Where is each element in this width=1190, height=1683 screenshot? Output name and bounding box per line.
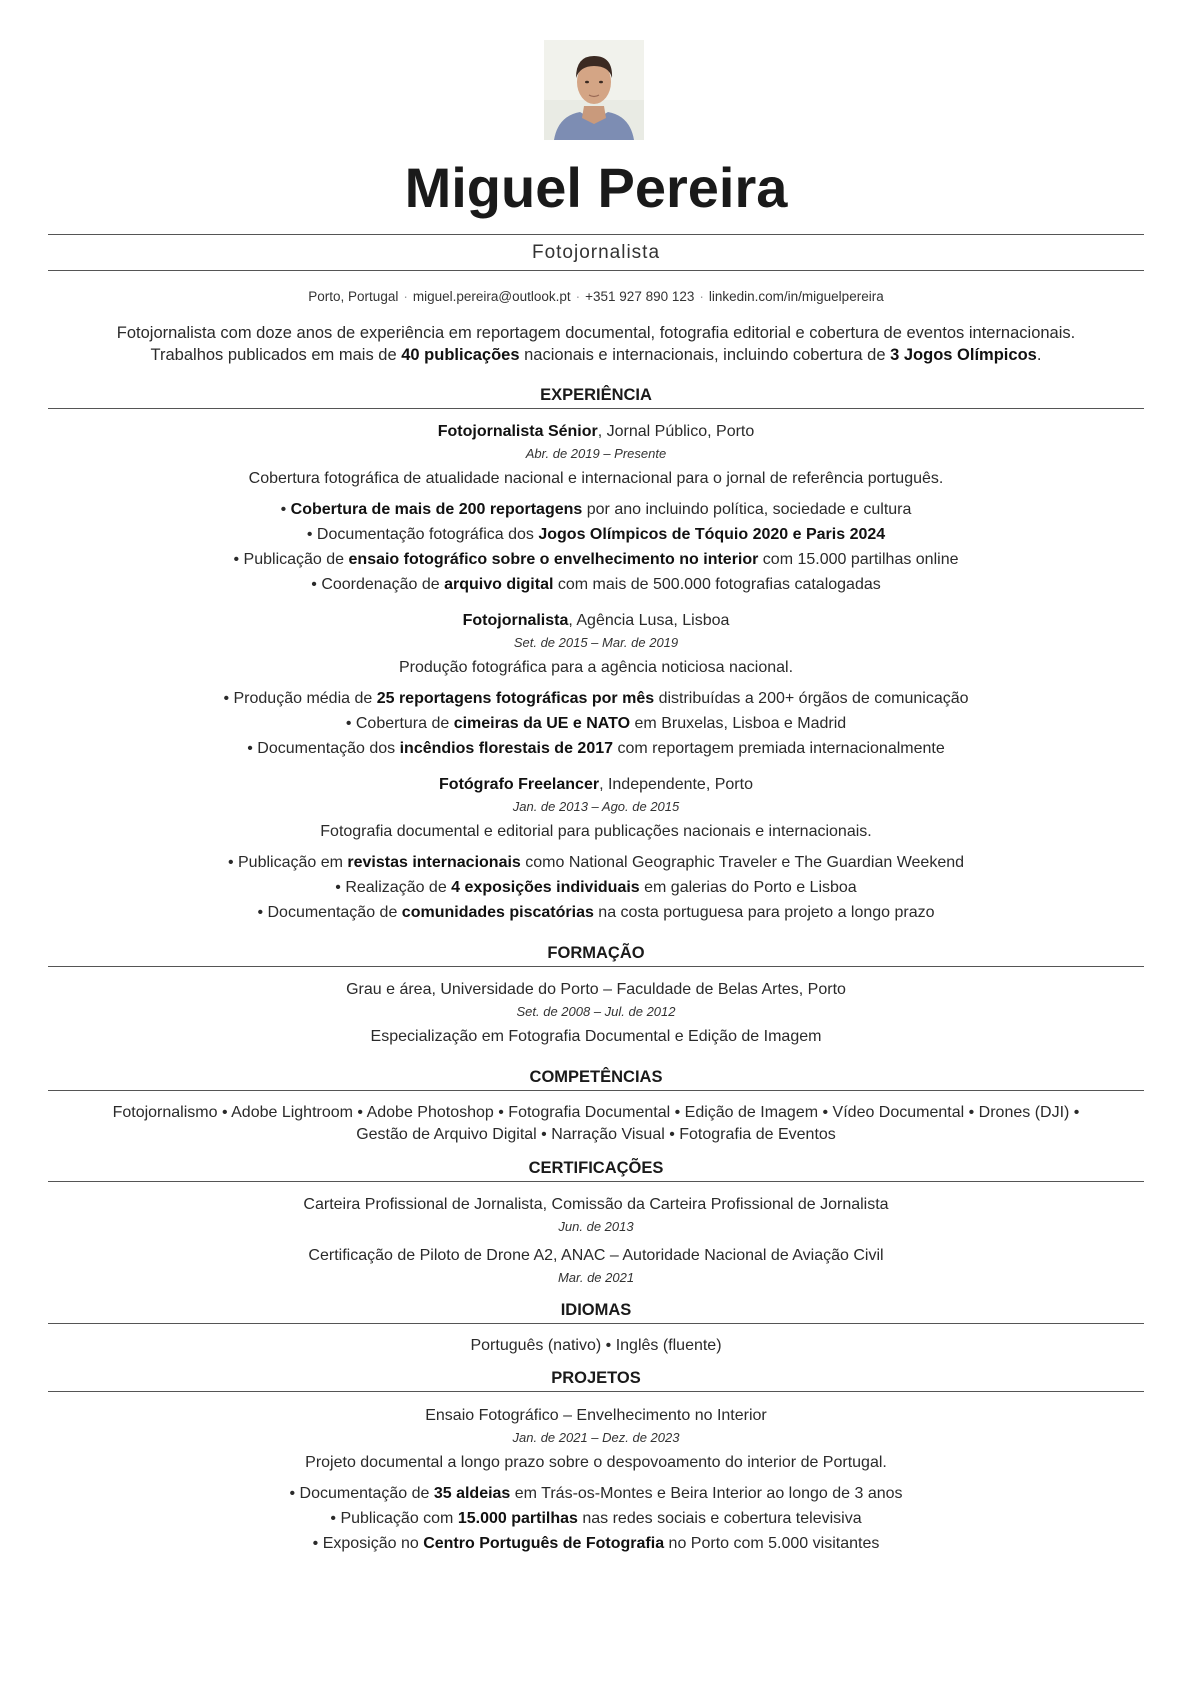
skills-line-1: Fotojornalismo • Adobe Lightroom • Adobe Photoshop • Fotografia Documental • Edição de Imagem • Vídeo Documental • Drones (DJI) • <box>112 1104 1080 1121</box>
bullet-item: • Produção média de 25 reportagens fotográficas por mês distribuídas a 200+ órgãos de comunicação <box>223 690 969 707</box>
candidate-name: Miguel Pereira <box>404 156 788 219</box>
certification-item <box>48 1243 1144 1290</box>
section-rule <box>48 1323 1144 1324</box>
experience-description: Fotografia documental e editorial para publicações nacionais e internacionais. <box>320 823 872 840</box>
experience-dates: Set. de 2015 – Mar. de 2019 <box>513 635 679 650</box>
bullet-item: • Publicação de ensaio fotográfico sobre o envelhecimento no interior com 15.000 partilhas online <box>233 551 959 568</box>
job-title: Fotojornalista <box>531 242 661 263</box>
title-rule-top <box>48 234 1144 235</box>
certification-item <box>48 1192 1144 1239</box>
experience-role-line: Fotógrafo Freelancer, Independente, Porto <box>439 776 753 793</box>
languages-list <box>48 1333 1144 1358</box>
section-heading-education: FORMAÇÃO <box>547 944 645 962</box>
bullet-item: • Publicação com 15.000 partilhas nas redes sociais e cobertura televisiva <box>330 1510 862 1527</box>
skills-list <box>48 1102 1144 1146</box>
bullet-item: • Documentação fotográfica dos Jogos Olímpicos de Tóquio 2020 e Paris 2024 <box>306 526 886 543</box>
bullet-item: • Realização de 4 exposições individuais em galerias do Porto e Lisboa <box>335 879 857 896</box>
section-heading-experience: EXPERIÊNCIA <box>540 386 652 404</box>
experience-description: Produção fotográfica para a agência noticiosa nacional. <box>398 659 794 676</box>
bullet-item: • Documentação de comunidades piscatórias na costa portuguesa para projeto a longo prazo <box>257 904 935 921</box>
experience-description: Cobertura fotográfica de atualidade nacional e internacional para o jornal de referência português. <box>248 470 944 487</box>
skills-line-2: Gestão de Arquivo Digital • Narração Visual • Fotografia de Eventos <box>356 1126 836 1143</box>
summary <box>48 322 1144 366</box>
portrait-image <box>544 40 644 140</box>
experience-item <box>48 419 1144 597</box>
experience-item <box>48 772 1144 925</box>
experience-role-line: Fotojornalista, Agência Lusa, Lisboa <box>462 612 730 629</box>
section-heading-skills: COMPETÊNCIAS <box>529 1068 663 1086</box>
contact-location: Porto, Portugal <box>308 289 399 304</box>
project-title: Ensaio Fotográfico – Envelhecimento no Interior <box>425 1407 767 1424</box>
experience-dates: Abr. de 2019 – Presente <box>525 446 667 461</box>
section-rule <box>48 1181 1144 1182</box>
bullet-item: • Publicação em revistas internacionais como National Geographic Traveler e The Guardian Weekend <box>227 854 965 871</box>
project-item <box>48 1403 1144 1556</box>
section-heading-languages: IDIOMAS <box>560 1301 632 1319</box>
bullet-item: • Cobertura de mais de 200 reportagens por ano incluindo política, sociedade e cultura <box>280 501 912 518</box>
certification-dates: Mar. de 2021 <box>557 1270 635 1285</box>
experience-item <box>48 608 1144 761</box>
contact-line: Porto, Portugal · miguel.pereira@outlook.pt · +351 927 890 123 · linkedin.com/in/miguelpereira <box>308 289 884 304</box>
section-heading-projects: PROJETOS <box>551 1369 641 1387</box>
education-description: Especialização em Fotografia Documental e Edição de Imagem <box>370 1028 822 1045</box>
summary-line-1: Fotojornalista com doze anos de experiência em reportagem documental, fotografia editorial e cobertura de eventos internacionais. <box>116 324 1076 342</box>
languages-line: Português (nativo) • Inglês (fluente) <box>470 1337 722 1354</box>
section-heading-certifications: CERTIFICAÇÕES <box>528 1159 664 1177</box>
project-description: Projeto documental a longo prazo sobre o despovoamento do interior de Portugal. <box>305 1454 887 1471</box>
profile-photo <box>544 40 644 140</box>
bullet-item: • Documentação de 35 aldeias em Trás-os-Montes e Beira Interior ao longo de 3 anos <box>289 1485 903 1502</box>
project-dates: Jan. de 2021 – Dez. de 2023 <box>512 1430 680 1445</box>
contact-phone[interactable]: +351 927 890 123 <box>585 289 695 304</box>
section-rule <box>48 966 1144 967</box>
section-rule <box>48 1391 1144 1392</box>
education-item <box>48 977 1144 1049</box>
section-rule <box>48 1090 1144 1091</box>
certification-line: Carteira Profissional de Jornalista, Comissão da Carteira Profissional de Jornalista <box>303 1196 889 1213</box>
certification-line: Certificação de Piloto de Drone A2, ANAC – Autoridade Nacional de Aviação Civil <box>308 1247 884 1264</box>
title-rule-bottom <box>48 270 1144 271</box>
bullet-item: • Cobertura de cimeiras da UE e NATO em Bruxelas, Lisboa e Madrid <box>345 715 847 732</box>
bullet-item: • Coordenação de arquivo digital com mais de 500.000 fotografias catalogadas <box>311 576 881 593</box>
education-dates: Set. de 2008 – Jul. de 2012 <box>516 1004 676 1019</box>
experience-role-line: Fotojornalista Sénior, Jornal Público, Porto <box>437 423 755 440</box>
certification-dates: Jun. de 2013 <box>558 1219 634 1234</box>
education-line: Grau e área, Universidade do Porto – Faculdade de Belas Artes, Porto <box>346 981 846 998</box>
bullet-item: • Exposição no Centro Português de Fotografia no Porto com 5.000 visitantes <box>312 1535 880 1552</box>
section-rule <box>48 408 1144 409</box>
contact-linkedin[interactable]: linkedin.com/in/miguelpereira <box>708 289 884 304</box>
experience-dates: Jan. de 2013 – Ago. de 2015 <box>512 799 680 814</box>
contact-email[interactable]: miguel.pereira@outlook.pt <box>412 289 571 304</box>
bullet-item: • Documentação dos incêndios florestais de 2017 com reportagem premiada internacionalmente <box>247 740 945 757</box>
summary-line-2: Trabalhos publicados em mais de 40 publicações nacionais e internacionais, incluindo cobertura de 3 Jogos Olímpicos. <box>150 346 1042 364</box>
